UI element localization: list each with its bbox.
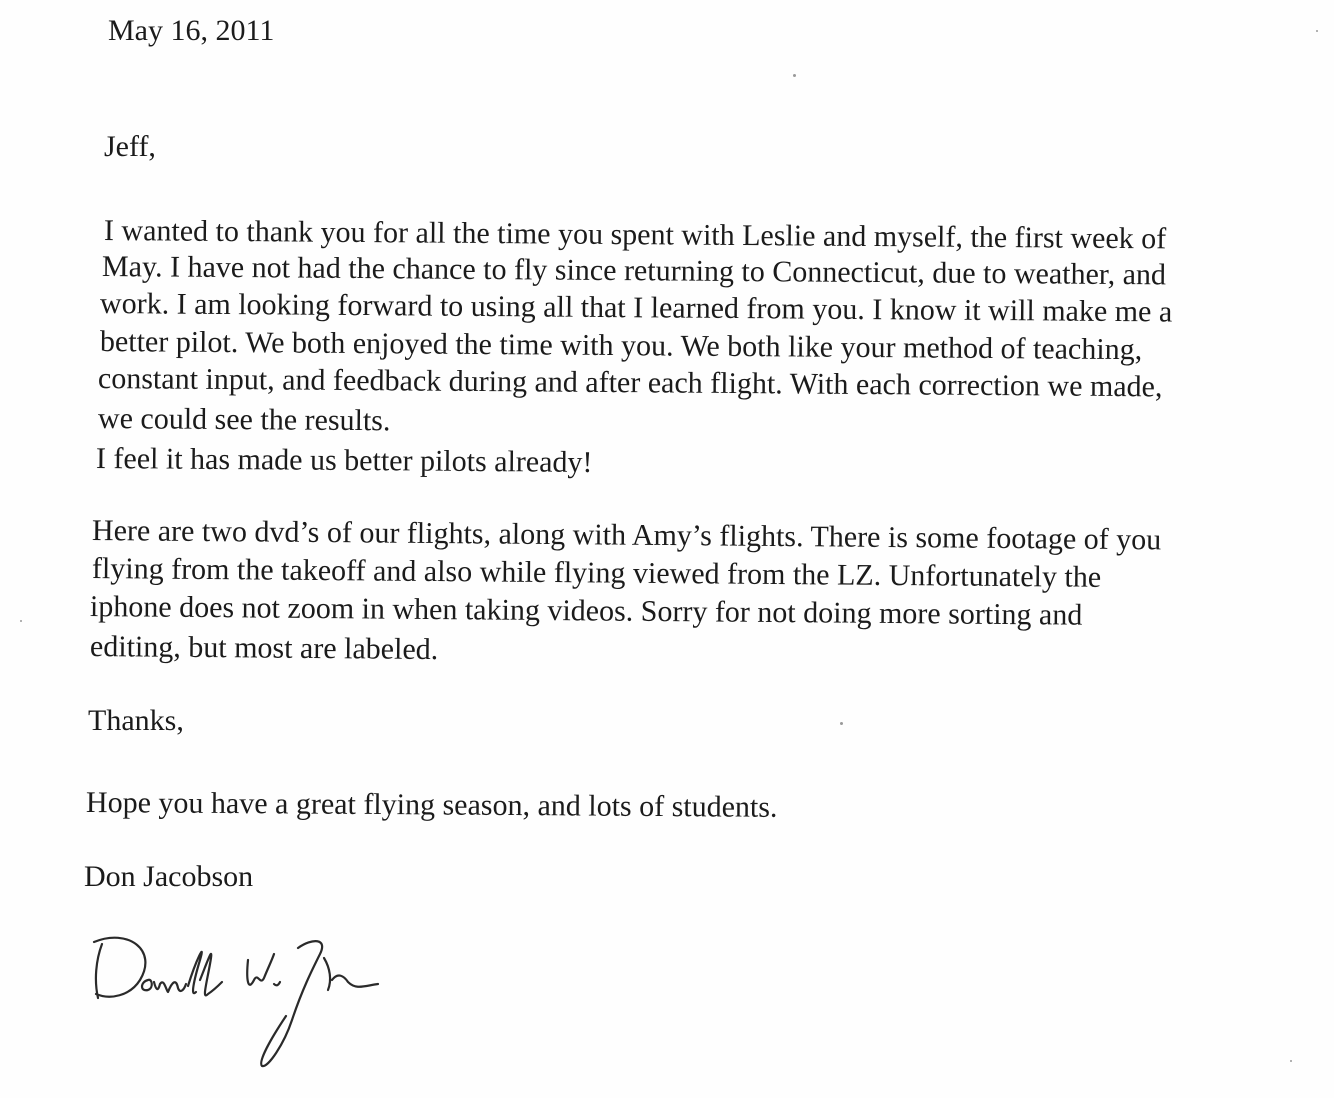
paragraph-line: work. I am looking forward to using all that I learned from you. I know it will make me a	[99, 287, 1173, 329]
paragraph-line: I feel it has made us better pilots already!	[95, 442, 593, 479]
letter-salutation: Jeff,	[104, 130, 156, 163]
scan-speck	[840, 722, 843, 725]
paragraph-line: I wanted to thank you for all the time you spent with Leslie and myself, the first week of	[103, 214, 1167, 256]
paragraph-line: Here are two dvd’s of our flights, along with Amy’s flights. There is some footage of you	[91, 514, 1162, 557]
handwritten-signature	[88, 920, 388, 1080]
paragraph-line: we could see the results.	[97, 402, 391, 438]
paragraph-line: May. I have not had the chance to fly since returning to Connecticut, due to weather, and	[101, 250, 1167, 292]
letter-thanks: Thanks,	[88, 704, 184, 737]
scan-speck	[1290, 1060, 1292, 1062]
paragraph-line: better pilot. We both enjoyed the time with you. We both like your method of teaching,	[99, 325, 1143, 367]
letter-closing: Hope you have a great flying season, and lots of students.	[85, 786, 778, 824]
scan-speck	[20, 620, 22, 622]
paragraph-line: flying from the takeoff and also while flying viewed from the LZ. Unfortunately the	[91, 552, 1102, 594]
paragraph-line: editing, but most are labeled.	[89, 630, 439, 667]
letter-date: May 16, 2011	[108, 14, 275, 47]
paragraph-line: constant input, and feedback during and after each flight. With each correction we made,	[97, 362, 1163, 404]
paragraph-line: iphone does not zoom in when taking videos. Sorry for not doing more sorting and	[89, 590, 1083, 632]
scan-speck	[1316, 30, 1318, 32]
scan-speck	[793, 74, 796, 77]
sender-name: Don Jacobson	[84, 860, 254, 893]
